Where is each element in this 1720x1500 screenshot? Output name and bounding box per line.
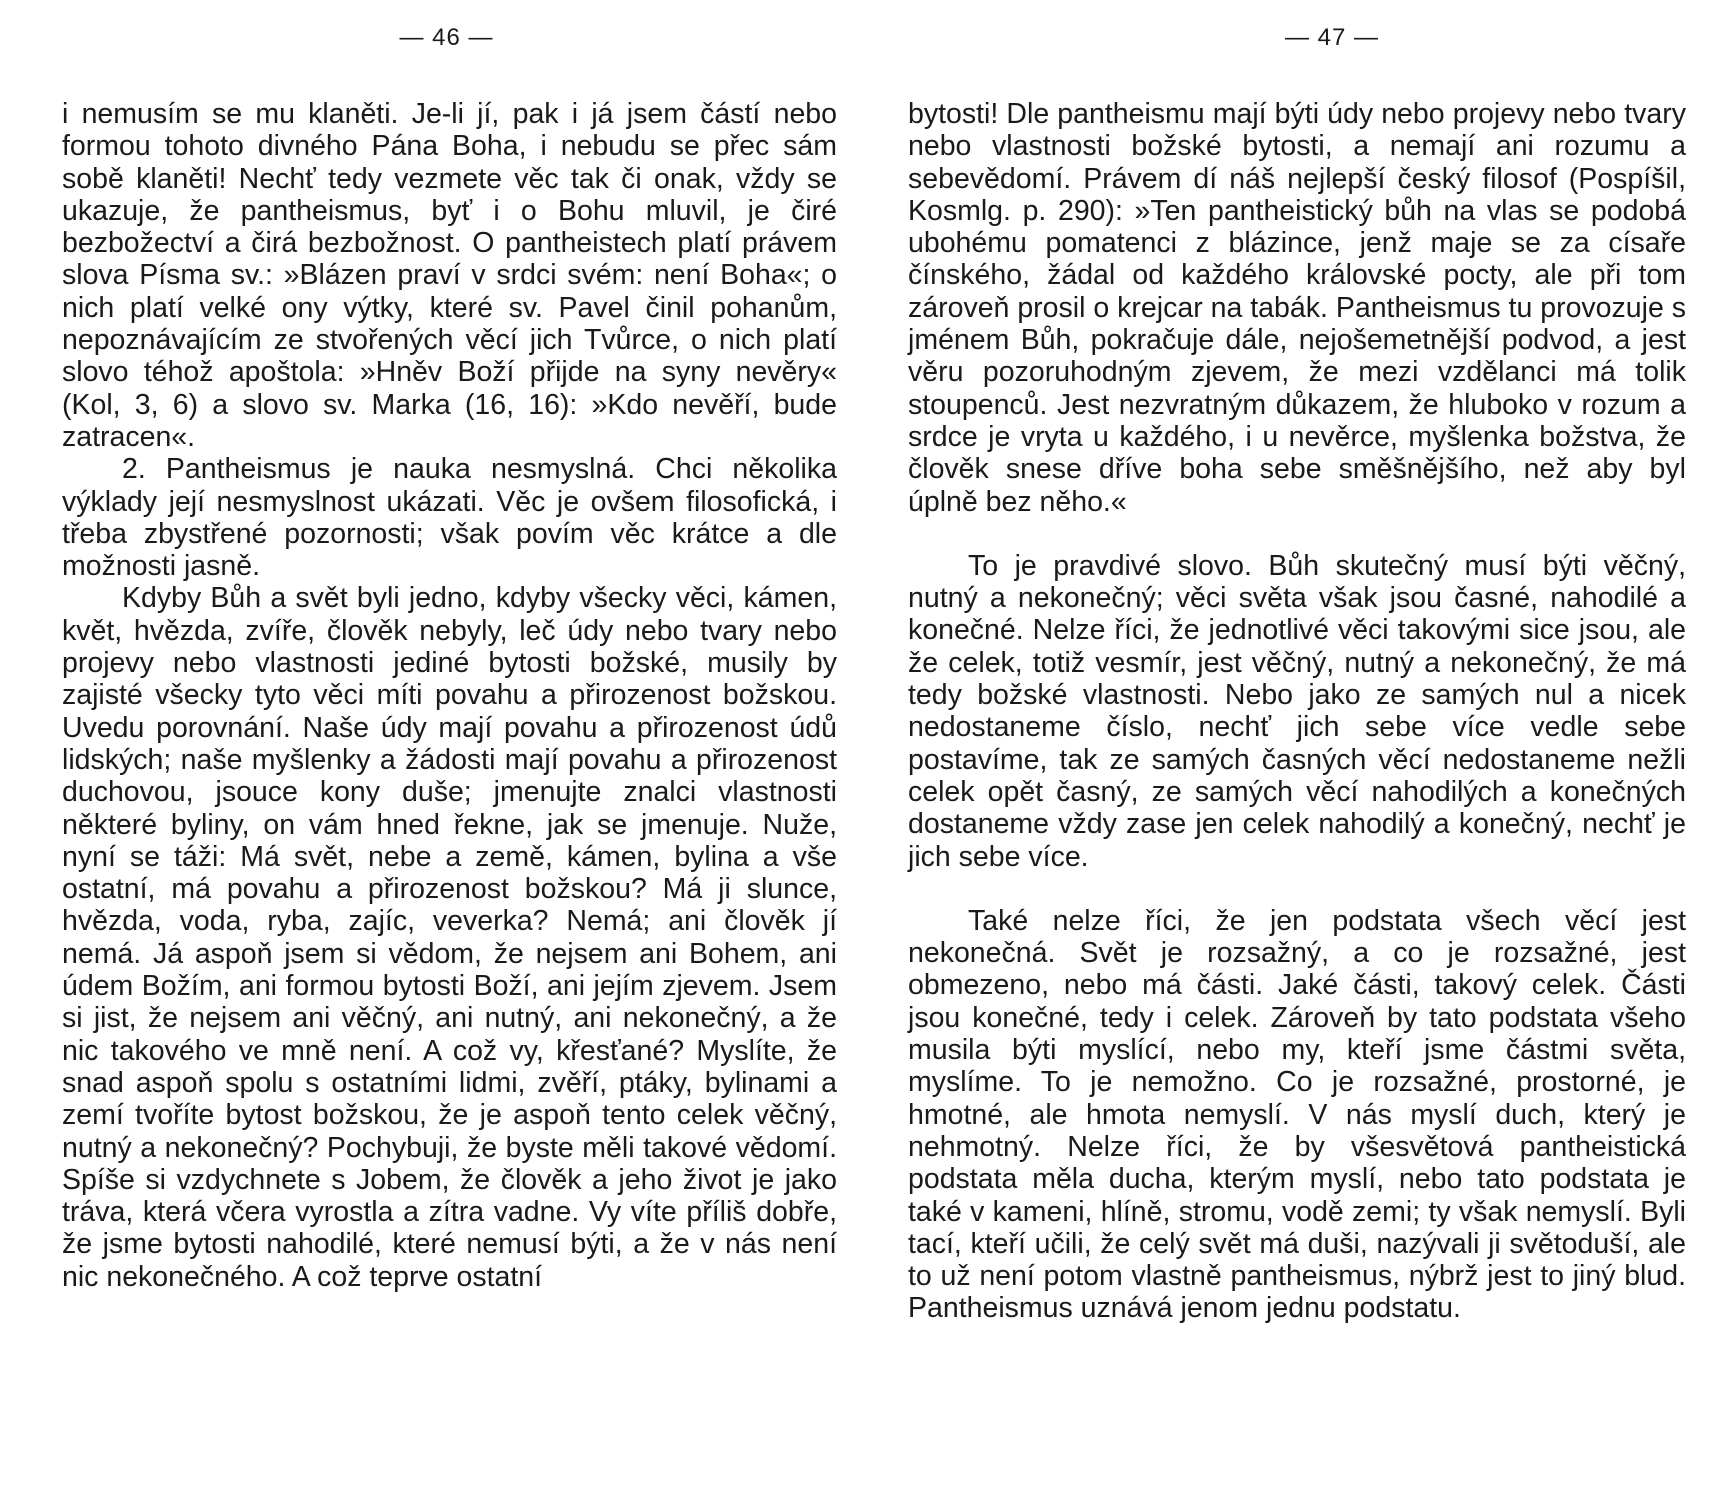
paragraph: 2. Pantheismus je nauka nesmyslná. Chci několika výklady její nesmyslnost ukázati. Věc je ovšem filosofická, i třeba zbystřené pozornosti; však povím věc krátce a dle možnosti jasně. [62,453,837,583]
paragraph: Také nelze říci, že jen podstata všech věcí jest nekonečná. Svět je rozsažný, a co je rozsažné, jest obmezeno, nebo má části. Jaké části, takový celek. Části jsou konečné, tedy i celek. Zároveň by tato podstata všeho musila býti myslící, nebo my, kteří jsme částmi světa, myslíme. To je nemožno. Co je rozsažné, prostorné, je hmotné, ale hmota nemyslí. V nás myslí duch, který je nehmotný. Nelze říci, že by všesvětová pantheistická podstata měla ducha, kterým myslí, nebo tato podstata je také v kameni, hlíně, stromu, vodě zemi; ty však nemyslí. Byli tací, kteří učili, že celý svět má duši, nazývali ji světoduší, ale to už není potom vlastně pantheismus, nýbrž jest to jiný blud. Pantheismus uznává jenom jednu podstatu. [908,904,1686,1325]
page-number: — 46 — [399,24,494,51]
paragraph: i nemusím se mu klaněti. Je-li jí, pak i já jsem částí nebo formou tohoto divného Pána Boha, i nebudu se přec sám sobě klaněti! Nechť tedy vezmete věc tak či onak, vždy se ukazuje, že pantheismus, byť i o Bohu mluvil, je čiré bezbožectví a čirá bezbožnost. O pantheistech platí právem slova Písma sv.: »Blázen praví v srdci svém: není Boha«; o nich platí velké ony výtky, které sv. Pavel činil pohanům, nepoznávajícím ze stvořených věcí jich Tvůrce, o nich platí slovo téhož apoštola: »Hněv Boží přijde na syny nevěry« (Kol, 3, 6) a slovo sv. Marka (16, 16): »Kdo nevěří, bude zatracen«. [62,98,837,453]
left-page [62,0,837,1500]
page-text [62,98,837,1293]
paragraph: To je pravdivé slovo. Bůh skutečný musí býti věčný, nutný a nekonečný; věci světa však jsou časné, nahodilé a konečné. Nelze říci, že jednotlivé věci takovými sice jsou, ale že celek, totiž vesmír, jest věčný, nutný a nekonečný, že má tedy božské vlastnosti. Nebo jako ze samých nul a nicek nedostaneme číslo, nechť jich sebe více vedle sebe postavíme, tak ze samých časných věcí nedostaneme nežli celek opět časný, ze samých věcí nahodilých a konečných dostaneme vždy zase jen celek nahodilý a konečný, nechť je jich sebe více. [908,549,1686,873]
paragraph: bytosti! Dle pantheismu mají býti údy nebo projevy nebo tvary nebo vlastnosti božské bytosti, a nemají ani rozumu a sebevědomí. Právem dí náš nejlepší český filosof (Pospíšil, Kosmlg. p. 290): »Ten pantheistický bůh na vlas se podobá ubohému pomatenci z blázince, jenž maje se za císaře čínského, žádal od každého královské pocty, ale při tom zároveň prosil o krejcar na tabák. Pantheismus tu provozuje s jménem Bůh, pokračuje dále, nejošemetnější podvod, a jest věru pozoruhodným zjevem, že mezi vzdělanci má tolik stoupenců. Jest nezvratným důkazem, že hluboko v rozum a srdce je vryta u každého, i u nevěrce, myšlenka božstva, že člověk snese dříve boha sebe směšnějšího, než aby byl úplně bez něho.« [908,98,1686,518]
right-page [908,0,1686,1500]
paragraph: Kdyby Bůh a svět byli jedno, kdyby všecky věci, kámen, květ, hvězda, zvíře, člověk nebyly, leč údy nebo tvary nebo projevy nebo vlastnosti jediné bytosti božské, musily by zajisté všecky tyto věci míti povahu a přirozenost božskou. Uvedu porovnání. Naše údy mají povahu a přirozenost údů lidských; naše myšlenky a žádosti mají povahu a přirozenost duchovou, jsouce kony duše; jmenujte znalci vlastnosti některé byliny, on vám hned řekne, jak se jmenuje. Nuže, nyní se táži: Má svět, nebe a země, kámen, bylina a vše ostatní, má povahu a přirozenost božskou? Má ji slunce, hvězda, voda, ryba, zajíc, veverka? Nemá; ani člověk jí nemá. Já aspoň jsem si vědom, že nejsem ani Bohem, ani údem Božím, ani formou bytosti Boží, ani jejím zjevem. Jsem si jist, že nejsem ani věčný, ani nutný, ani nekonečný, a že nic takového ve mně není. A což vy, křesťané? Myslíte, že snad aspoň spolu s ostatními lidmi, zvěří, ptáky, bylinami a zemí tvoříte bytost božskou, že je aspoň tento celek věčný, nutný a nekonečný? Pochybuji, že byste měli takové vědomí. Spíše si vzdychnete s Jobem, že člověk a jeho život je jako tráva, která včera vyrostla a zítra vadne. Vy víte příliš dobře, že jsme bytosti nahodilé, které nemusí býti, a že v nás není nic nekonečného. A což teprve ostatní [62,582,837,1293]
page-text [908,98,1686,1325]
page-number: — 47 — [1284,24,1380,51]
